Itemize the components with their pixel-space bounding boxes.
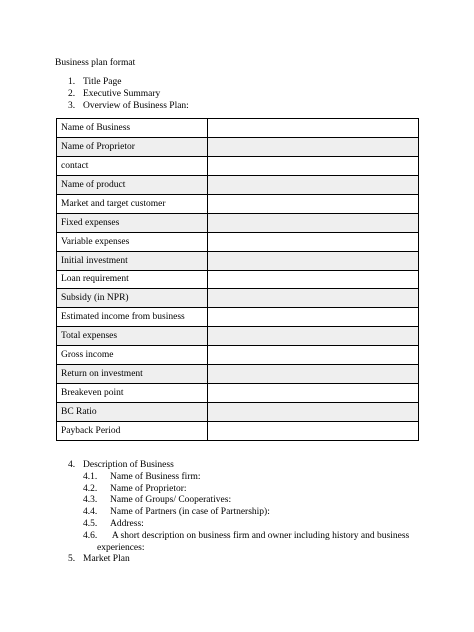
outline-text: Overview of Business Plan: (83, 101, 189, 111)
row-label: Name of Proprietor (57, 137, 208, 156)
row-label: Total expenses (57, 327, 208, 346)
subitem-text: Name of Groups/ Cooperatives: (110, 495, 232, 506)
subitem-text: Name of Partners (in case of Partnership): (110, 507, 270, 518)
table-row (57, 251, 419, 270)
subitem-text-continued: experiences: (97, 542, 145, 553)
row-value-cell (208, 365, 419, 384)
row-value-cell (208, 251, 419, 270)
table-row (57, 346, 419, 365)
subitem-number: 4.1. (83, 471, 98, 482)
table-row (57, 327, 419, 346)
row-value-cell (208, 270, 419, 289)
subitem (83, 484, 409, 496)
market-plan-section (68, 554, 409, 566)
subitem (83, 495, 409, 507)
table-row (57, 403, 419, 422)
table-row (57, 289, 419, 308)
row-value-cell (208, 137, 419, 156)
row-value-cell (208, 403, 419, 422)
subitem (83, 472, 409, 484)
row-value-cell (208, 213, 419, 232)
table-row (57, 365, 419, 384)
subitem-number: 4.4. (83, 507, 98, 518)
outline-text: Executive Summary (83, 89, 161, 99)
table-row (57, 270, 419, 289)
table-row (57, 175, 419, 194)
row-label: Fixed expenses (57, 213, 208, 232)
table-row (57, 232, 419, 251)
outline-list (68, 76, 189, 112)
outline-item (68, 100, 189, 112)
subitem (83, 507, 409, 519)
row-label: Gross income (57, 346, 208, 365)
row-value-cell (208, 308, 419, 327)
row-value-cell (208, 422, 419, 441)
row-label: Payback Period (57, 422, 208, 441)
row-value-cell (208, 175, 419, 194)
subitem (83, 519, 409, 531)
subitem-text: A short description on business firm and owner including history and business (110, 530, 410, 541)
subitem-number: 4.3. (83, 495, 98, 506)
row-label: Estimated income from business (57, 308, 208, 327)
row-label: Loan requirement (57, 270, 208, 289)
row-value-cell (208, 346, 419, 365)
row-label: Breakeven point (57, 384, 208, 403)
section-number: 5. (68, 554, 76, 565)
row-value-cell (208, 384, 419, 403)
table-row (57, 422, 419, 441)
section-number: 4. (68, 460, 76, 470)
overview-table (56, 118, 419, 441)
row-label: Initial investment (57, 251, 208, 270)
outline-number: 1. (68, 77, 76, 87)
row-label: contact (57, 156, 208, 175)
row-value-cell (208, 156, 419, 175)
row-value-cell (208, 327, 419, 346)
table-row (57, 384, 419, 403)
section-title: Market Plan (83, 554, 130, 565)
description-section (68, 460, 409, 554)
description-list (68, 460, 409, 566)
row-value-cell (208, 194, 419, 213)
row-label: Name of product (57, 175, 208, 194)
table-row (57, 156, 419, 175)
outline-item (68, 88, 189, 100)
table-row (57, 308, 419, 327)
row-label: Return on investment (57, 365, 208, 384)
row-label: BC Ratio (57, 403, 208, 422)
outline-number: 2. (68, 89, 76, 99)
description-subitems (68, 472, 409, 555)
row-value-cell (208, 119, 419, 138)
table-row (57, 213, 419, 232)
outline-text: Title Page (83, 77, 122, 87)
outline-item (68, 76, 189, 88)
subitem (83, 531, 409, 555)
table-row (57, 137, 419, 156)
subitem-number: 4.6. (83, 530, 98, 541)
row-value-cell (208, 289, 419, 308)
row-label: Market and target customer (57, 194, 208, 213)
row-label: Name of Business (57, 119, 208, 138)
table-row (57, 119, 419, 138)
section-title: Description of Business (83, 460, 174, 470)
subitem-text: Name of Business firm: (110, 471, 201, 482)
row-label: Variable expenses (57, 232, 208, 251)
table-row (57, 194, 419, 213)
document-heading: Business plan format (55, 58, 136, 68)
subitem-number: 4.2. (83, 483, 98, 494)
subitem-text: Name of Proprietor: (110, 483, 187, 494)
row-label: Subsidy (in NPR) (57, 289, 208, 308)
subitem-number: 4.5. (83, 518, 98, 529)
subitem-text: Address: (110, 518, 144, 529)
outline-number: 3. (68, 101, 76, 111)
row-value-cell (208, 232, 419, 251)
